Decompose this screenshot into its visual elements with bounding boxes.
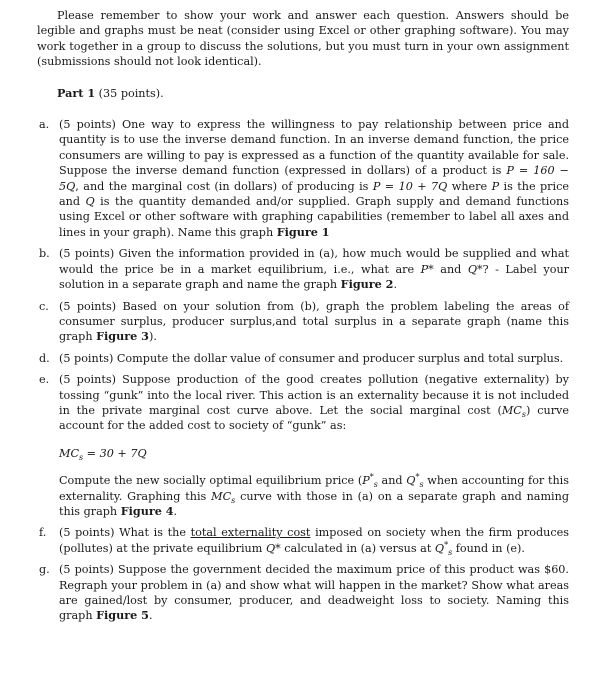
- question-text: imposed on society when the firm produces (pollutes) at the private equilibrium: [59, 526, 569, 555]
- question-a: [37, 117, 569, 240]
- mcs-base: MC: [501, 403, 522, 417]
- question-text: .: [393, 278, 398, 292]
- mcs-symbol: [211, 490, 235, 503]
- q-star: Q*: [265, 541, 281, 555]
- question-text: and: [377, 474, 407, 488]
- question-text: when accounting for this externality. Graphing this: [59, 474, 569, 503]
- intro-line-4: not look identical).: [155, 55, 262, 69]
- q-star: Q*: [467, 262, 483, 276]
- question-text: calculated in (a) versus at: [280, 541, 435, 555]
- part-points: (35 points).: [98, 86, 164, 100]
- qs-star: [434, 540, 453, 558]
- question-c: [37, 299, 569, 345]
- assignment-page: [37, 8, 569, 624]
- question-text: .: [148, 609, 153, 623]
- figure-label: Figure 4: [120, 503, 174, 518]
- question-label: a.: [39, 118, 50, 132]
- social-marginal-cost-formula: [59, 446, 569, 461]
- question-text: where: [447, 179, 492, 193]
- question-d: [37, 351, 569, 366]
- variable-p: P: [491, 179, 500, 193]
- intro-paragraph: [37, 8, 569, 70]
- figure-label: Figure 5: [96, 608, 149, 623]
- qs-superscript: *: [444, 540, 449, 550]
- marginal-cost-equation: P = 10 + 7Q: [372, 179, 448, 193]
- question-e: [37, 372, 569, 519]
- p-star: P*: [420, 262, 434, 276]
- variable-q: Q: [85, 195, 95, 209]
- question-label: b.: [39, 247, 50, 261]
- question-text: , and the marginal cost (in dollars) of producing is: [75, 179, 373, 193]
- question-text: and: [433, 262, 468, 276]
- question-text: ).: [148, 330, 157, 344]
- question-text: ) curve account for the added cost to society of “gunk” as:: [59, 403, 569, 433]
- qs-base: Q: [406, 474, 416, 488]
- question-text: is the quantity demanded and/or supplied. Graph supply and demand functions using Excel or other software with graphing capabilities (remember to label all axes and lines in your graph). Name this graph: [59, 195, 570, 239]
- qs-subscript: s: [448, 548, 453, 558]
- question-g: [37, 562, 569, 624]
- formula-subscript: s: [79, 452, 84, 462]
- intro-line-3: a group to discuss the solutions, but you must turn in your own assignment (submissions should: [37, 39, 569, 69]
- part-title: Part 1: [57, 85, 96, 100]
- mcs-base: MC: [211, 489, 232, 503]
- question-text: .: [173, 504, 178, 518]
- question-label: d.: [39, 351, 50, 365]
- formula-lhs: MC: [59, 446, 80, 460]
- figure-label: Figure 1: [276, 224, 330, 239]
- formula-rhs: = 30 + 7Q: [83, 446, 147, 460]
- intro-line-2: graphs must be neat (consider using Excel or other graphing software). You may work together in: [37, 24, 569, 53]
- question-text: is the price and: [59, 179, 569, 209]
- qs-base: Q: [434, 541, 445, 555]
- ps-subscript: s: [373, 480, 378, 490]
- qs-superscript: *: [415, 472, 420, 482]
- question-text: (5 points) Based on your solution from (b), graph the problem labeling the areas of consumer surplus, producer surplus,and total surplus in a separate graph (name this graph: [59, 299, 569, 344]
- figure-label: Figure 2: [340, 277, 394, 292]
- question-text: ? - Label your solution in a separate graph and name the graph: [59, 262, 570, 292]
- question-text: (5 points) One way to express the willingness to pay relationship between price and quantity is to use the inverse demand function. In an inverse demand function, the price consumers are willing to pay is expressed as a function of the quantity available for sale. Suppose the inverse demand function (expressed in dollars) of a product is: [59, 118, 569, 178]
- question-label: f.: [39, 526, 47, 540]
- qs-star: [406, 472, 424, 490]
- question-text: found in (e).: [452, 541, 525, 555]
- mcs-subscript: s: [521, 410, 526, 420]
- question-label: e.: [39, 373, 50, 387]
- question-text: (5 points) Given the information provided in (a), how much would be supplied and what would the price be in a market equilibrium, i.e., what are: [59, 247, 569, 276]
- question-text: (5 points) Compute the dollar value of consumer and producer surplus and total surplus.: [59, 351, 564, 365]
- question-f: [37, 525, 569, 556]
- question-e-continuation: [59, 473, 569, 519]
- question-text: (5 points) Suppose production of the good creates pollution (negative externality) by tossing “gunk” into the local river. This action is an externality because it is not included in the private marginal cost curve above. Let the social marginal cost (: [59, 373, 569, 417]
- question-list: [37, 117, 569, 624]
- ps-base: P: [362, 474, 370, 488]
- question-text: (5 points) What is the: [59, 526, 191, 540]
- question-b: [37, 246, 569, 292]
- question-text: curve with those in (a) on a separate graph and naming this graph: [59, 489, 569, 518]
- qs-subscript: s: [419, 480, 424, 490]
- ps-superscript: *: [369, 472, 374, 482]
- part-heading: [57, 86, 569, 101]
- question-text: (5 points) Suppose the government decided the maximum price of this product was $60. Regraph your problem in (a) and show what will happen in the market? Show what areas are gained/lost by consumer, producer, and deadweight loss to society. Naming this graph: [59, 563, 569, 623]
- question-text: Compute the new socially optimal equilibrium price (: [59, 474, 363, 488]
- intro-line-1: Please remember to show your work and answer each question. Answers should be legible and: [37, 9, 569, 38]
- underlined-term: total externality cost: [190, 526, 311, 540]
- figure-label: Figure 3: [96, 329, 149, 344]
- question-label: c.: [39, 299, 49, 313]
- question-label: g.: [39, 563, 50, 577]
- mcs-subscript: s: [231, 495, 236, 505]
- demand-equation: P = 160 − 5Q: [59, 164, 569, 193]
- mcs-symbol: [501, 403, 526, 420]
- ps-star: [362, 472, 378, 490]
